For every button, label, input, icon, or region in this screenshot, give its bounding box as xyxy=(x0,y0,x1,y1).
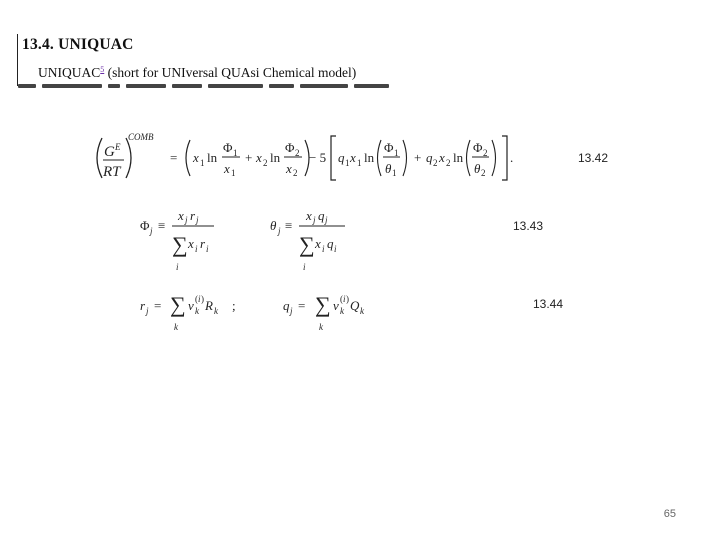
svg-text:q: q xyxy=(338,150,345,165)
svg-text:Q: Q xyxy=(350,298,360,313)
svg-text:=: = xyxy=(154,298,162,313)
svg-text:=: = xyxy=(170,150,178,165)
svg-text:Φ: Φ xyxy=(473,140,483,155)
svg-text:i: i xyxy=(198,294,201,304)
svg-text:=: = xyxy=(298,298,306,313)
svg-text:k: k xyxy=(214,306,218,316)
svg-text:j: j xyxy=(325,215,328,225)
svg-text:ν: ν xyxy=(333,298,339,313)
svg-text:x: x xyxy=(188,236,194,251)
svg-text:;: ; xyxy=(232,298,236,313)
svg-text:2: 2 xyxy=(263,158,268,168)
svg-text:∑: ∑ xyxy=(172,232,188,257)
footnote-link[interactable]: 5 xyxy=(100,65,105,74)
svg-text:1: 1 xyxy=(200,158,205,168)
svg-text:θ: θ xyxy=(385,161,392,176)
svg-text:j: j xyxy=(278,226,281,236)
equation-13-43 xyxy=(140,208,345,272)
svg-text:Φ: Φ xyxy=(140,218,150,233)
svg-text:≡: ≡ xyxy=(285,218,293,233)
svg-text:r: r xyxy=(200,236,206,251)
svg-text:ln: ln xyxy=(453,150,464,165)
svg-text:(: ( xyxy=(195,294,198,304)
svg-text:Φ: Φ xyxy=(223,140,233,155)
svg-text:q: q xyxy=(327,236,334,251)
intro-lead: UNIQUAC xyxy=(38,65,101,80)
svg-text:k: k xyxy=(195,306,199,316)
svg-text:≡: ≡ xyxy=(158,218,166,233)
svg-text:2: 2 xyxy=(446,158,451,168)
svg-text:2: 2 xyxy=(293,168,298,178)
svg-text:θ: θ xyxy=(474,161,481,176)
svg-text:COMB: COMB xyxy=(128,132,154,142)
equation-number-13-44: 13.44 xyxy=(533,297,564,311)
svg-text:x: x xyxy=(439,150,445,165)
svg-text:x: x xyxy=(224,161,230,176)
svg-text:1: 1 xyxy=(357,158,362,168)
svg-text:r: r xyxy=(140,298,146,313)
svg-text:r: r xyxy=(190,208,196,223)
svg-text:1: 1 xyxy=(345,158,350,168)
svg-text:+: + xyxy=(245,150,253,165)
svg-text:(: ( xyxy=(340,294,343,304)
svg-text:Φ: Φ xyxy=(285,140,295,155)
svg-text:j: j xyxy=(150,226,153,236)
svg-text:j: j xyxy=(146,306,149,316)
svg-text:∑: ∑ xyxy=(170,292,186,317)
svg-text:2: 2 xyxy=(483,148,488,158)
svg-text:x: x xyxy=(178,208,184,223)
equation-number-13-43: 13.43 xyxy=(513,219,544,233)
svg-text:∑: ∑ xyxy=(315,292,331,317)
svg-text:i: i xyxy=(206,244,209,254)
svg-text:1: 1 xyxy=(394,148,399,158)
svg-text:q: q xyxy=(283,298,290,313)
svg-text:i: i xyxy=(176,262,179,272)
svg-text:1: 1 xyxy=(392,168,397,178)
svg-text:j: j xyxy=(313,215,316,225)
svg-text:i: i xyxy=(334,244,337,254)
svg-text:i: i xyxy=(343,294,346,304)
svg-text:k: k xyxy=(360,306,364,316)
svg-text:Φ: Φ xyxy=(384,140,394,155)
svg-text:x: x xyxy=(306,208,312,223)
svg-text:j: j xyxy=(196,215,199,225)
svg-text:.: . xyxy=(510,150,514,165)
svg-text:i: i xyxy=(303,262,306,272)
svg-text:ln: ln xyxy=(270,150,281,165)
svg-text:i: i xyxy=(322,244,325,254)
svg-text:2: 2 xyxy=(481,168,486,178)
svg-text:ln: ln xyxy=(364,150,375,165)
svg-text:G: G xyxy=(104,144,115,160)
svg-text:2: 2 xyxy=(295,148,300,158)
svg-text:j: j xyxy=(185,215,188,225)
svg-text:+: + xyxy=(414,150,422,165)
svg-text:): ) xyxy=(346,294,349,304)
svg-text:θ: θ xyxy=(270,218,277,233)
svg-text:RT: RT xyxy=(103,164,121,180)
svg-text:k: k xyxy=(340,306,344,316)
svg-text:x: x xyxy=(286,161,292,176)
svg-text:k: k xyxy=(319,322,323,332)
svg-text:ν: ν xyxy=(188,298,194,313)
svg-text:x: x xyxy=(315,236,321,251)
equation-number-13-42: 13.42 xyxy=(578,151,609,165)
equation-13-44 xyxy=(140,292,365,332)
svg-text:i: i xyxy=(195,244,198,254)
svg-text:q: q xyxy=(318,208,325,223)
svg-text:x: x xyxy=(350,150,356,165)
svg-text:ln: ln xyxy=(207,150,218,165)
svg-text:x: x xyxy=(256,150,262,165)
section-heading: 13.4. UNIQUAC xyxy=(22,36,134,53)
svg-text:x: x xyxy=(193,150,199,165)
equation-13-42 xyxy=(97,132,513,180)
svg-text:1: 1 xyxy=(233,148,238,158)
svg-text:− 5: − 5 xyxy=(309,150,327,165)
svg-text:): ) xyxy=(201,294,204,304)
svg-text:k: k xyxy=(174,322,178,332)
svg-text:E: E xyxy=(115,142,121,152)
intro-rest: (short for UNIversal QUAsi Chemical model) xyxy=(104,65,357,80)
svg-text:q: q xyxy=(426,150,433,165)
svg-text:1: 1 xyxy=(231,168,236,178)
svg-text:∑: ∑ xyxy=(299,232,315,257)
svg-text:R: R xyxy=(205,298,213,313)
svg-text:2: 2 xyxy=(433,158,438,168)
page-number: 65 xyxy=(663,508,676,520)
svg-text:j: j xyxy=(290,306,293,316)
